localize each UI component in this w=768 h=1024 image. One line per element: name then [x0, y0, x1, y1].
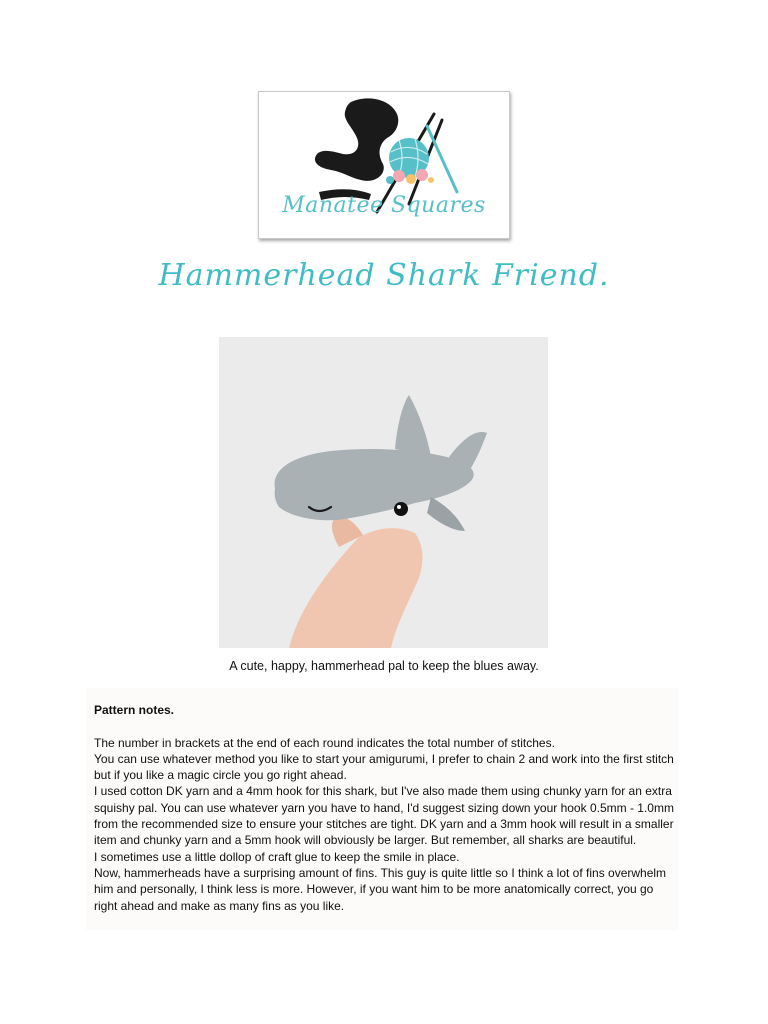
- notes-line: You can use whatever method you like to start your amigurumi, I prefer to chain 2 and work into the first stitch but if you like a magic circle you go right ahead.: [94, 751, 674, 783]
- notes-line: The number in brackets at the end of each round indicates the total number of stitches.: [94, 735, 555, 750]
- notes-heading: Pattern notes.: [94, 703, 175, 717]
- logo: [258, 91, 510, 239]
- page-title: Hammerhead Shark Friend.: [158, 258, 610, 293]
- shark-photo: [219, 337, 548, 648]
- pattern-notes: [86, 688, 678, 930]
- notes-line: I sometimes use a little dollop of craft glue to keep the smile in place.: [94, 849, 460, 864]
- notes-line: I used cotton DK yarn and a 4mm hook for this shark, but I've also made them using chunky yarn for an extra squishy pal. You can use whatever yarn you have to hand, I'd suggest sizing down your hook 0.5mm - 1.0mm from the recommended size to ensure your stitches are tight. DK yarn and a 3mm hook will result in a smaller item and chunky yarn and a 5mm hook will obviously be larger. But remember, all sharks are beautiful.: [94, 784, 674, 848]
- notes-line: Now, hammerheads have a surprising amount of fins. This guy is quite little so I think a lot of fins overwhelm him and personally, I think less is more. However, if you want him to be more anatomically correct, you go right ahead and make as many fins as you like.: [94, 865, 667, 913]
- logo-brand-text: Manatee Squares: [282, 193, 486, 218]
- photo-caption: A cute, happy, hammerhead pal to keep the blues away.: [229, 659, 539, 673]
